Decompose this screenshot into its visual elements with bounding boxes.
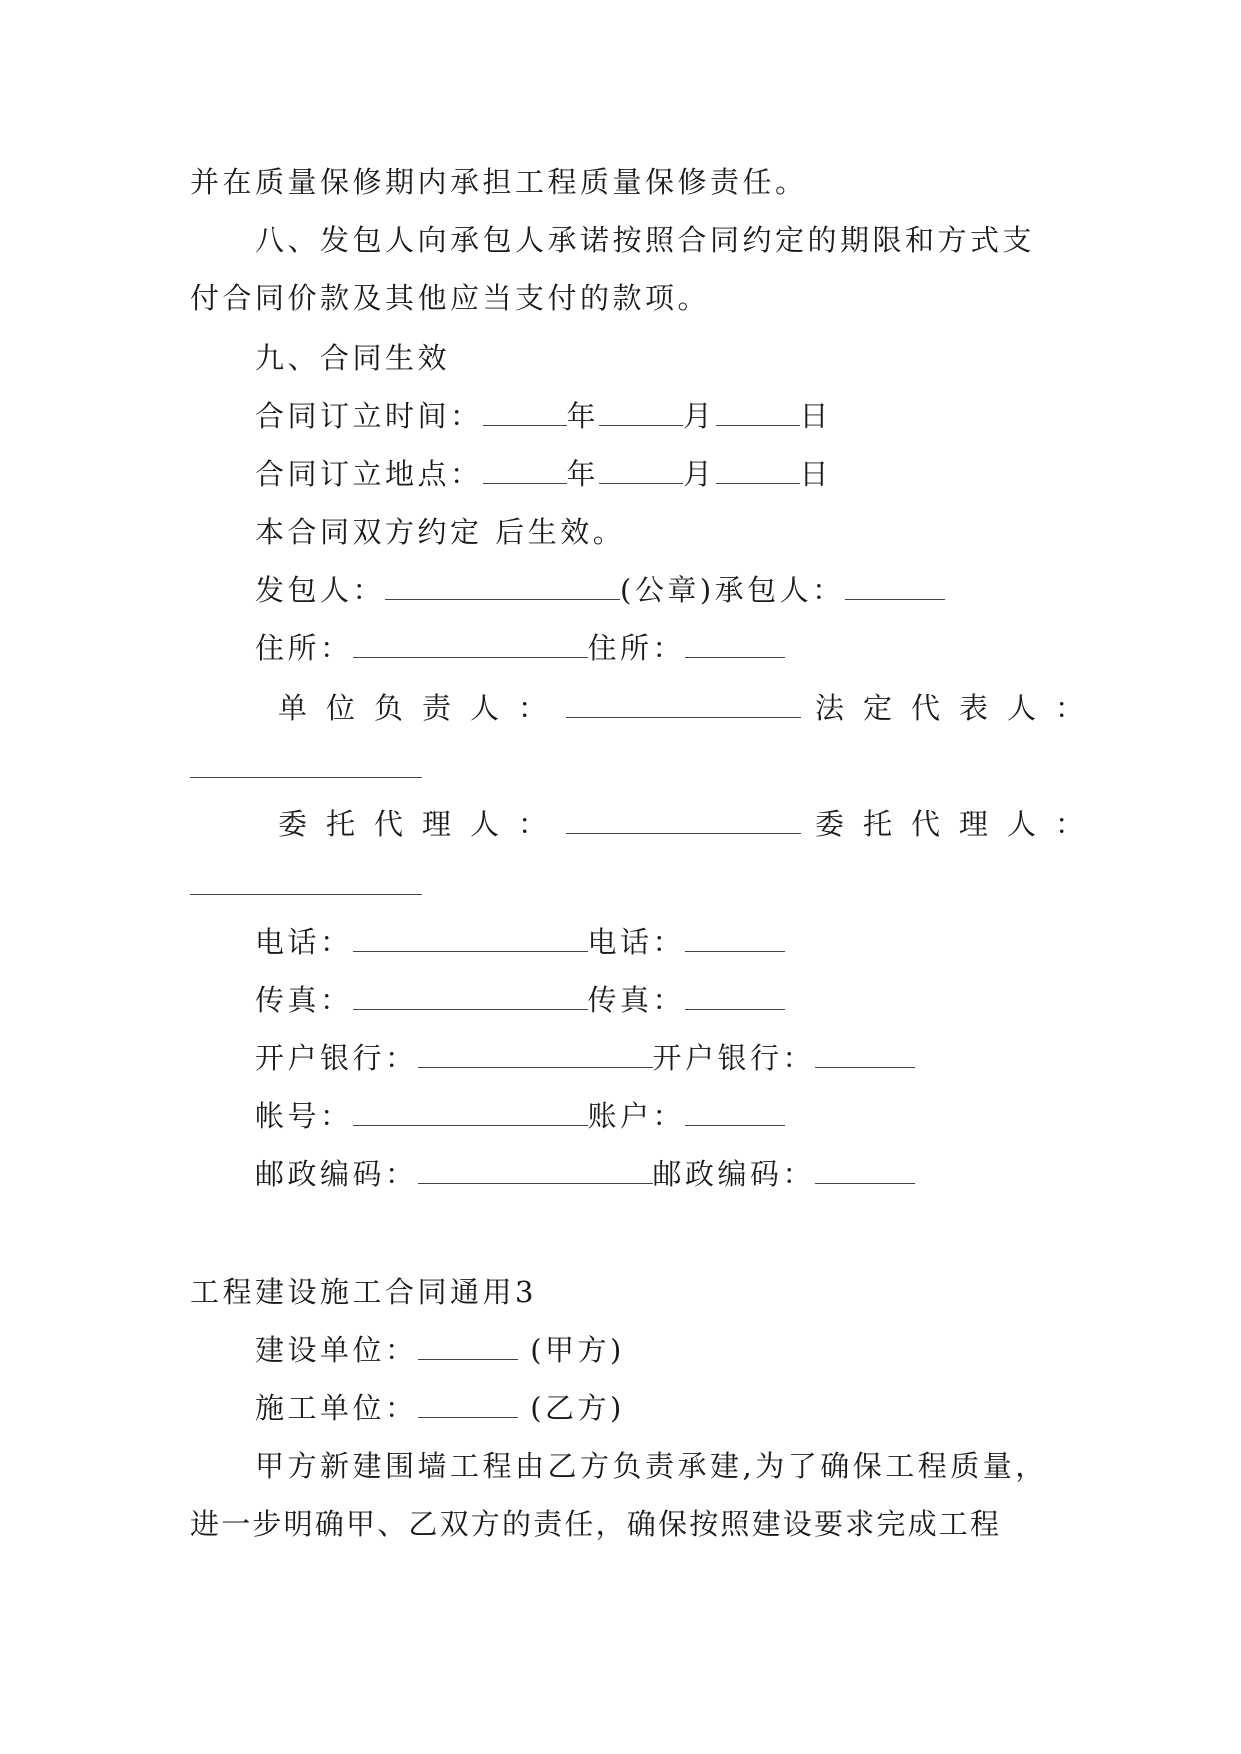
blank-field [353,981,588,1010]
text: 本合同双方约定 后生效。 [255,515,626,549]
label: 邮政编码： [652,1157,816,1191]
paragraph-line [255,1446,1048,1486]
bank-line [255,1038,915,1078]
blank-field [190,776,422,778]
text: 并在质量保修期内承担工程质量保修责任。 [190,165,808,199]
label: 传真： [587,983,686,1017]
parties-line [255,570,945,610]
label: 电话： [255,925,353,959]
label: 住所： [587,631,686,665]
party-b-line [255,1388,625,1428]
blank-field [566,689,801,718]
blank-field [815,1155,915,1184]
text: 工程建设施工合同通用3 [190,1275,537,1309]
blank-field [599,455,683,484]
address-line [255,628,785,668]
blank-field [418,1155,653,1184]
blank-field [716,455,800,484]
text: 付合同价款及其他应当支付的款项。 [190,281,711,315]
label: 开户银行： [652,1041,816,1075]
blank-field [483,397,567,426]
blank-field [566,805,801,834]
label: 日 [799,457,833,491]
label: 委托代理人： [815,807,1104,841]
label: 账户： [587,1099,686,1133]
blank-field [716,397,800,426]
clause-nine-heading [255,338,450,378]
blank-field [353,1097,588,1126]
label: (公章)承包人： [620,573,845,607]
label: 发包人： [255,573,386,607]
agent-line [278,804,1103,844]
label: 帐号： [255,1099,353,1133]
label: 年 [566,457,600,491]
label: 单位负责人： [278,691,567,725]
blank-field [845,571,945,600]
blank-field [685,1097,785,1126]
party-a-line [255,1330,625,1370]
label: 月 [683,399,716,433]
label: 委托代理人： [278,807,567,841]
label: 传真： [255,983,353,1017]
responsible-line [278,688,1103,728]
fax-line [255,980,785,1020]
account-line [255,1096,785,1136]
label: 邮政编码： [255,1157,418,1191]
blank-field [385,571,620,600]
blank-field [418,1389,518,1418]
signing-time-line [255,396,832,436]
label: 合同订立地点： [255,457,483,491]
blank-field [483,455,567,484]
blank-field [685,629,785,658]
blank-field [685,981,785,1010]
label: 合同订立时间： [255,399,483,433]
label: 电话： [587,925,686,959]
paragraph-line [190,162,808,202]
clause-eight-line-1 [255,220,1035,260]
clause-eight-line-2 [190,278,710,318]
label: 年 [566,399,600,433]
text: 九、合同生效 [255,341,451,375]
label: 住所： [255,631,353,665]
label: 日 [799,399,833,433]
label: (甲方) [517,1333,625,1367]
blank-field [190,893,422,895]
postcode-line [255,1154,915,1194]
label: 开户银行： [255,1041,418,1075]
blank-field [418,1331,518,1360]
effective-line [255,512,625,552]
blank-field [815,1039,915,1068]
blank-field [685,923,785,952]
label: 法定代表人： [815,691,1104,725]
blank-field [418,1039,653,1068]
phone-line [255,922,785,962]
paragraph-line [190,1504,1001,1544]
text: 八、发包人向承包人承诺按照合同约定的期限和方式支 [255,223,1036,257]
label: 施工单位： [255,1391,418,1425]
blank-field [599,397,683,426]
blank-field [353,923,588,952]
label: (乙方) [517,1391,625,1425]
text: 进一步明确甲、乙双方的责任，确保按照建设要求完成工程 [190,1507,1002,1541]
signing-place-line [255,454,832,494]
text: 甲方新建围墙工程由乙方负责承建,为了确保工程质量， [255,1449,1048,1483]
blank-field [353,629,588,658]
label: 月 [683,457,716,491]
section-title [190,1272,537,1312]
label: 建设单位： [255,1333,418,1367]
